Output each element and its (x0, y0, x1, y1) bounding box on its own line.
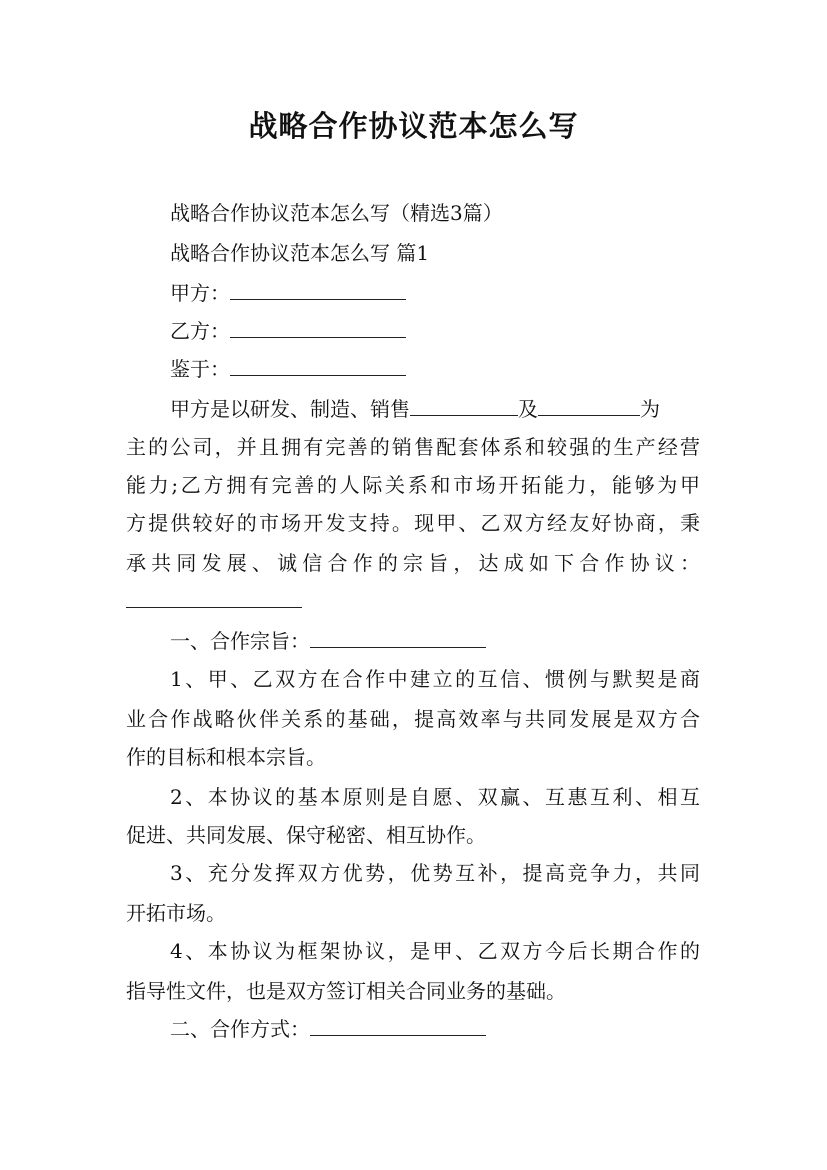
product-blank-2 (538, 397, 640, 416)
intro-line-3: 能力;乙方拥有完善的人际关系和市场开拓能力，能够为甲 (126, 473, 700, 497)
subtitle: 战略合作协议范本怎么写（精选3篇） (170, 201, 503, 225)
item-1-line-1: 1、甲、乙双方在合作中建立的互信、惯例与默契是商 (170, 667, 700, 691)
intro-text-b: 及 (518, 397, 538, 421)
witness-label: 鉴于： (170, 357, 230, 381)
document-title: 战略合作协议范本怎么写 (248, 109, 579, 143)
intro-line-2: 主的公司，并且拥有完善的销售配套体系和较强的生产经营 (126, 435, 700, 459)
section-2-heading: 二、合作方式： (170, 1017, 310, 1041)
section-1-heading: 一、合作宗旨： (170, 629, 310, 653)
party-a-blank (230, 281, 406, 300)
party-b-line (170, 318, 406, 344)
party-b-label: 乙方： (170, 319, 230, 343)
item-4-line-2: 指导性文件，也是双方签订相关合同业务的基础。 (126, 979, 566, 1003)
party-a-label: 甲方： (170, 281, 230, 305)
section-2-blank (310, 1017, 486, 1036)
party-a-line (170, 280, 406, 306)
intro-line-4: 方提供较好的市场开发支持。现甲、乙双方经友好协商，秉 (126, 511, 700, 535)
section-2-heading-line (170, 1016, 486, 1042)
item-1-line-2: 业合作战略伙伴关系的基础，提高效率与共同发展是双方合 (126, 707, 700, 731)
article-heading: 战略合作协议范本怎么写 篇1 (170, 241, 430, 265)
intro-text-c: 为 (640, 397, 660, 421)
witness-line (170, 356, 406, 382)
section-1-blank (310, 629, 486, 648)
party-b-blank (230, 319, 406, 338)
item-2-line-2: 促进、共同发展、保守秘密、相互协作。 (126, 823, 486, 847)
intro-line-1 (170, 396, 700, 422)
intro-trailing-blank-line (126, 588, 302, 614)
item-1-line-3: 作的目标和根本宗旨。 (126, 745, 326, 769)
intro-line-5: 承共同发展、诚信合作的宗旨，达成如下合作协议： (126, 551, 700, 575)
product-blank-1 (410, 397, 518, 416)
item-4-line-1: 4、本协议为框架协议，是甲、乙双方今后长期合作的 (170, 939, 700, 963)
item-2-line-1: 2、本协议的基本原则是自愿、双赢、互惠互利、相互 (170, 785, 700, 809)
item-3-line-1: 3、充分发挥双方优势，优势互补，提高竞争力，共同 (170, 861, 700, 885)
intro-text-a: 甲方是以研发、制造、销售 (170, 397, 410, 421)
witness-blank (230, 357, 406, 376)
section-1-heading-line (170, 628, 486, 654)
item-3-line-2: 开拓市场。 (126, 901, 226, 925)
intro-trailing-blank (126, 589, 302, 608)
